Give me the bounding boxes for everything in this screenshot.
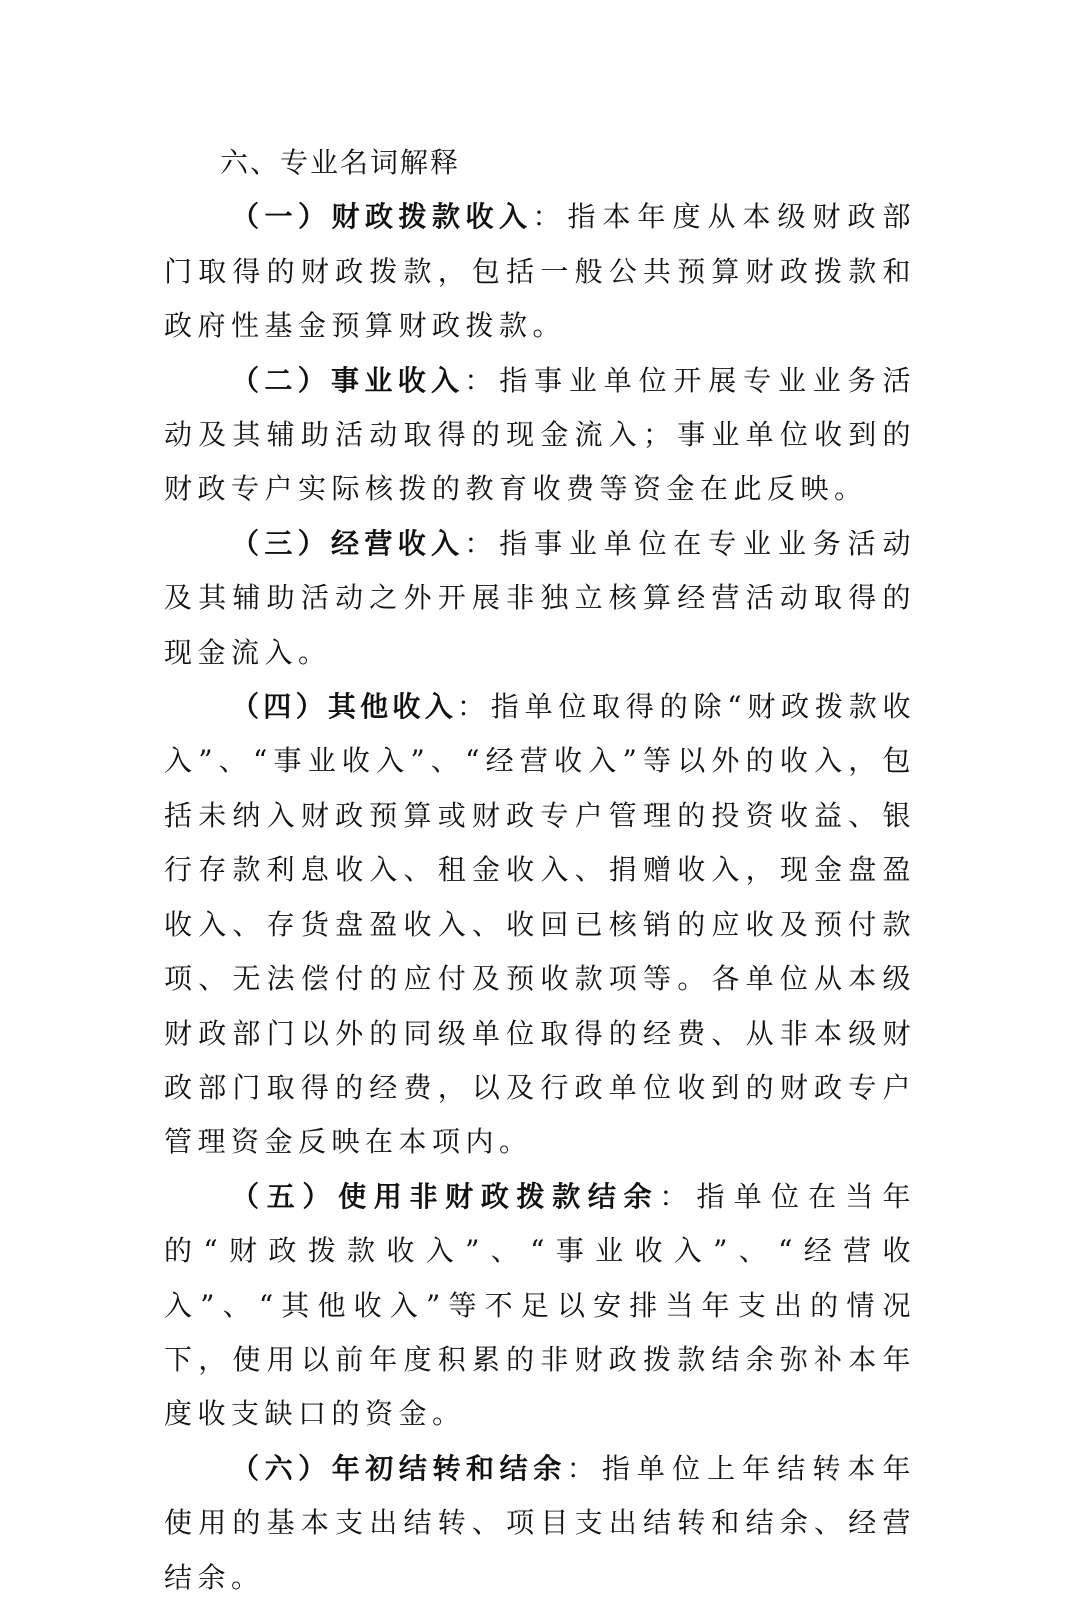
definition-paragraph-2 — [164, 354, 916, 517]
definition-text: 指单位在当年的“财政拨款收入”、“事业收入”、“经营收入”、“其他收入”等不足以安排当年支出的情况下，使用以前年度积累的非财政拨款结余弥补本年度收支缺口的资金。 — [164, 1179, 916, 1431]
definition-paragraph-1 — [164, 190, 916, 353]
definition-paragraph-5 — [164, 1170, 916, 1442]
definition-colon: ： — [464, 526, 500, 560]
definition-term: （六）年初结转和结余 — [231, 1451, 567, 1485]
definition-term: （四）其他收入 — [231, 690, 457, 724]
definition-colon: ： — [566, 1451, 602, 1485]
section-title: 六、专业名词解释 — [220, 146, 461, 179]
definition-text: 指单位取得的除“财政拨款收入”、“事业收入”、“经营收入”等以外的收入，包括未纳入财政预算或财政专户管理的投资收益、银行存款利息收入、租金收入、捐赠收入，现金盘盈收入、存货盘盈收入、收回已核销的应收及预付款项、无法偿付的应付及预收款项等。各单位从本级财政部门以外的同级单位取得的经费、从非本级财政部门取得的经费，以及行政单位收到的财政专户管理资金反映在本项内。 — [164, 690, 916, 1159]
definition-term: （一）财政拨款收入 — [231, 200, 533, 234]
definition-colon: ： — [532, 200, 568, 234]
definition-text: 指单位上年结转本年使用的基本支出结转、项目支出结转和结余、经营结余。 — [164, 1451, 916, 1594]
document-body — [164, 136, 916, 1605]
definition-paragraph-3 — [164, 517, 916, 680]
definition-colon: ： — [464, 363, 500, 397]
definition-term: （五）使用非财政拨款结余 — [231, 1179, 660, 1213]
definition-term: （三）经营收入 — [231, 526, 465, 560]
definition-colon: ： — [659, 1179, 697, 1213]
definition-text: 指事业单位在专业业务活动及其辅助活动之外开展非独立核算经营活动取得的现金流入。 — [164, 526, 916, 669]
definition-colon: ： — [456, 690, 491, 724]
definition-paragraph-4 — [164, 680, 916, 1170]
definition-text: 指本年度从本级财政部门取得的财政拨款，包括一般公共预算财政拨款和政府性基金预算财政拨款。 — [164, 200, 916, 343]
definition-term: （二）事业收入 — [231, 363, 465, 397]
definition-paragraph-6 — [164, 1442, 916, 1605]
definition-text: 指事业单位开展专业业务活动及其辅助活动取得的现金流入；事业单位收到的财政专户实际核拨的教育收费等资金在此反映。 — [164, 363, 916, 506]
